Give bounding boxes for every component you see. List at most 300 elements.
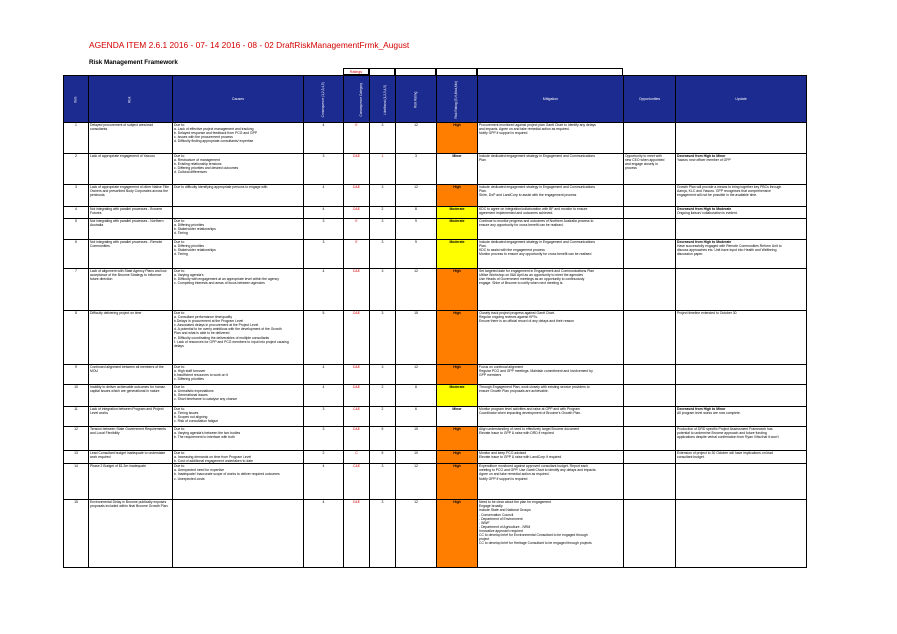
mitigation-cell-line: - WWF [479, 520, 490, 525]
risk-text: Not integrating with parallel processes - Northern Australia [90, 219, 164, 228]
risk-rating-value: 8 [396, 207, 437, 219]
update-cell-line: Production of DRD specific Project Assessment Framework has [677, 427, 773, 431]
consequence-category: D&E [344, 365, 370, 385]
risk-rating-value: 12 [396, 500, 437, 568]
risk-text: Environmental Delay in Broome publically exposes proposals included within final Broome Growth Plan. [90, 500, 169, 509]
causes-cell-line: c. Unexpected costs [174, 476, 205, 481]
risk-rating-level: High [437, 123, 478, 154]
likelihood-value: 3 [370, 185, 396, 207]
mitigation-cell [478, 219, 624, 240]
causes-cell-line: Due to difficulty identifying appropriate persons to engage with [174, 185, 268, 189]
table-row [64, 451, 807, 464]
mitigation-cell [478, 500, 624, 568]
mitigation-cell-line: Expenditure monitored against approved consultant budget. Report each [479, 464, 589, 469]
opportunities-cell [624, 464, 676, 500]
consequence-value: 4 [304, 123, 344, 154]
header-spacer [436, 68, 477, 75]
table-row [64, 269, 807, 311]
risk-description [89, 311, 173, 365]
col-header-consequence: Consequence (1,2,3,4,5) [304, 76, 344, 123]
table-header-row [64, 76, 807, 123]
causes-cell-line: c. Risk of consultation fatigue [174, 419, 219, 424]
risk-description [89, 123, 173, 154]
risk-rating-value: 10 [396, 451, 437, 464]
col-header-risk-rating-level: Risk Rating (E,H,Mod,Min) [437, 76, 478, 123]
update-cell-line: All program level works are now complete. [677, 411, 741, 416]
opportunities-cell [624, 311, 676, 365]
table-row [64, 464, 807, 500]
causes-cell-line: a. Consultant performance time/quality [174, 315, 233, 320]
mitigation-cell [478, 207, 624, 219]
risk-text: Tension between State Government Requirements and Local Flexibility [90, 427, 166, 436]
causes-cell-line: d. Cultural differences [174, 170, 207, 175]
update-cell [676, 240, 807, 269]
causes-cell-line: a. Lack of effective project management and tracking [174, 127, 254, 132]
causes-cell-line: delays [174, 343, 184, 348]
causes-cell-line: b. Difficulty with engagement at an appropriate level within the agency [174, 277, 279, 282]
mitigation-cell [478, 240, 624, 269]
causes-cell-line: Due to: [174, 464, 185, 469]
risk-text: Lack of integration between Program and Project Level works [90, 407, 164, 416]
mitigation-cell-line: Plan [479, 158, 486, 163]
causes-cell-line: c. Short timeframe to catalyse any chance [174, 397, 238, 402]
mitigation-cell-line: Monitor and keep PCG advised [479, 451, 527, 455]
update-cell [676, 185, 807, 207]
likelihood-value: 3 [370, 269, 396, 311]
risk-description [89, 365, 173, 385]
consequence-value: 3 [304, 240, 344, 269]
mitigation-cell-line: Plan. [479, 244, 487, 249]
mitigation-cell-line: Continue to monitor progress and outcomes of Northern Australia process to [479, 219, 594, 223]
likelihood-value: 3 [370, 219, 396, 240]
risk-text: Phase 2 Budget of $1.3m inadequate [90, 464, 146, 469]
table-row [64, 207, 807, 219]
causes-cell-line: a. Varying agenda's between the two bodies [174, 431, 241, 436]
consequence-category: E [344, 123, 370, 154]
causes-cell [173, 365, 304, 385]
update-cell [676, 269, 807, 311]
risk-text: Not integrating with parallel processes - Broome Futures [90, 207, 163, 216]
likelihood-value: 3 [370, 240, 396, 269]
risk-text: Lack of appropriate engagement of other Native Title Owners and prescribed Body Corporates across the peninsula [90, 185, 169, 198]
mitigation-cell-line: Include State and National Groups [479, 508, 531, 513]
item-number: 10 [64, 385, 89, 407]
consequence-category: D&E [344, 427, 370, 451]
header-spacer [477, 68, 623, 75]
table-row [64, 500, 807, 568]
causes-cell-line: d. Timing [174, 231, 188, 236]
consequence-value: 4 [304, 464, 344, 500]
update-cell-line: discussion paper. [677, 252, 704, 257]
risk-rating-value: 3 [396, 154, 437, 185]
item-number: 7 [64, 269, 89, 311]
mitigation-cell [478, 451, 624, 464]
mitigation-cell-line: Engage broadly [479, 504, 503, 509]
risk-description [89, 385, 173, 407]
item-number: 6 [64, 240, 89, 269]
mitigation-cell-line: ensure Growth Plan proposals are achievable. [479, 389, 549, 394]
causes-cell-line: Due to: [174, 451, 185, 455]
table-row [64, 407, 807, 427]
header-spacer [395, 68, 436, 75]
likelihood-value: 2 [370, 407, 396, 427]
mitigation-cell-line: Align understanding of need to effectively target Broome document [479, 427, 580, 431]
risk-rating-level: Moderate [437, 207, 478, 219]
consequence-category: D&E [344, 185, 370, 207]
causes-cell-line: Due to: [174, 269, 185, 273]
opportunities-cell [624, 427, 676, 451]
col-header-update: Update [676, 76, 807, 123]
table-row [64, 385, 807, 407]
risk-rating-value: 12 [396, 185, 437, 207]
consequence-value: 4 [304, 207, 344, 219]
causes-cell-line: d. Difficulty finding appropriate consultants/ expertise [174, 139, 254, 144]
causes-cell [173, 427, 304, 451]
consequence-category: D&E [344, 385, 370, 407]
table-row [64, 311, 807, 365]
mitigation-cell-line: Notify GPP if support is required [479, 476, 528, 481]
col-header-risk: Risk [89, 76, 173, 123]
update-cell-line: Yawuru new officer member of GPP [677, 158, 731, 163]
opportunities-cell-line: and engage closely in [625, 162, 658, 167]
mitigation-cell [478, 154, 624, 185]
update-cell [676, 311, 807, 365]
table-row [64, 219, 807, 240]
agenda-title: AGENDA ITEM 2.6.1 2016 - 07- 14 2016 - 08 - 02 DraftRiskManagementFrmk_August [89, 40, 410, 50]
causes-cell-line: c. Differing priorities and desired outcomes [174, 166, 239, 171]
causes-cell-line: b. Stakeholder relationships [174, 248, 216, 253]
mitigation-cell [478, 427, 624, 451]
risk-rating-value: 12 [396, 123, 437, 154]
mitigation-cell-line: Through Engagement Plan, work closely with existing service providers to [479, 385, 590, 389]
risk-description [89, 154, 173, 185]
causes-cell [173, 464, 304, 500]
risk-rating-level: Moderate [437, 219, 478, 240]
causes-cell-line: c. Associated delays in procurement at the Project Level [174, 323, 259, 328]
causes-cell [173, 311, 304, 365]
item-number: 14 [64, 464, 89, 500]
mitigation-cell-line: Ensure there is an official record of any delays and their reason [479, 319, 574, 324]
col-header-item: Item [64, 76, 89, 123]
causes-cell-line: d. Timing [174, 252, 188, 257]
causes-cell [173, 123, 304, 154]
causes-cell-line: Due to: [174, 123, 185, 127]
causes-cell [173, 219, 304, 240]
opportunities-cell [624, 365, 676, 385]
mitigation-cell-line: Agree on and take remedial action as required. [479, 472, 550, 477]
risk-rating-level: High [437, 427, 478, 451]
opportunities-cell [624, 269, 676, 311]
mitigation-cell-line: GPP members [479, 373, 502, 378]
mitigation-cell-line: KDC to agree on integration/collaboration with BF and monitor to ensure [479, 207, 588, 211]
consequence-value: 4 [304, 365, 344, 385]
likelihood-value: 5 [370, 451, 396, 464]
causes-cell-line: b.Delays in procurement at the Program Level [174, 319, 244, 324]
update-cell-line: Have successfully engaged with Remote Communities Reform Unit to [677, 244, 782, 249]
causes-cell-line: b. Inadequate/ Inaccurate scope of works to deliver required outcomes [174, 472, 280, 477]
update-cell [676, 451, 807, 464]
mitigation-cell [478, 365, 624, 385]
mitigation-cell-line: Use Heads of Government meetings as an opportunity to continuously [479, 277, 585, 282]
mitigation-cell-line: meeting to PCG and GPP. Use Gantt Chart to identify any delays and impacts. [479, 468, 597, 473]
causes-cell-line: a. Timing issues [174, 411, 199, 416]
mitigation-cell-line: KDC to assist with the engagement process [479, 248, 545, 253]
causes-cell-line: a. Unexpected need for expertise [174, 468, 224, 473]
risk-rating-level: High [437, 365, 478, 385]
mitigation-cell-line: - Department of Environment [479, 516, 523, 521]
update-cell [676, 219, 807, 240]
causes-cell-line: e. Difficulty coordinating the deliverables of multiple consultants [174, 335, 270, 340]
mitigation-cell-line: Notify GPP if support is required [479, 131, 528, 136]
risk-text: Delayed procurement of subject area lead consultants [90, 123, 153, 132]
risk-rating-level: Minor [437, 154, 478, 185]
mitigation-cell [478, 464, 624, 500]
mitigation-cell-line: Utilise Workshop on 5&6 April as an opportunity to meet the agencies [479, 273, 583, 278]
risk-description [89, 500, 173, 568]
update-cell [676, 365, 807, 385]
mitigation-cell-line: Closely track project progress against Gantt Chart. [479, 311, 555, 315]
risk-rating-value: 8 [396, 385, 437, 407]
opportunities-cell [624, 123, 676, 154]
consequence-category: D&E [344, 311, 370, 365]
mitigation-cell-line: Include dedicated engagement strategy in Engagement and Communications [479, 154, 595, 158]
consequence-value: 3 [304, 407, 344, 427]
update-cell [676, 500, 807, 568]
risk-text: Difficulty delivering project on time [90, 311, 142, 315]
causes-cell-line: b. Generational issues [174, 393, 208, 398]
risk-description [89, 451, 173, 464]
likelihood-value: 3 [370, 464, 396, 500]
likelihood-value: 2 [370, 207, 396, 219]
mitigation-cell-line: project [479, 537, 490, 542]
risk-rating-value: 12 [396, 269, 437, 311]
causes-cell-line: Plan and what is able to be delivered [174, 331, 230, 336]
update-cell [676, 154, 807, 185]
risk-description [89, 427, 173, 451]
risk-rating-value: 15 [396, 311, 437, 365]
causes-cell-line: Due to: [174, 311, 185, 315]
risk-text: Lead Consultant budget inadequate to understake work required [90, 451, 166, 460]
item-number: 3 [64, 185, 89, 207]
opportunities-cell [624, 500, 676, 568]
likelihood-value: 3 [370, 311, 396, 365]
consequence-category: D&E [344, 269, 370, 311]
consequence-category: C&E [344, 407, 370, 427]
risk-rating-value: 9 [396, 240, 437, 269]
risk-table [63, 75, 807, 568]
mitigation-cell-line: Regular ongoing reviews against KPI's. [479, 315, 538, 320]
mitigation-cell-line: Monitor process to ensure any opportunity for cross benefit can be realised [479, 252, 592, 257]
consequence-value: 4 [304, 500, 344, 568]
mitigation-cell-line: Plan. [479, 189, 487, 194]
item-number: 2 [64, 154, 89, 185]
item-number: 15 [64, 500, 89, 568]
risk-text: Lack of alignment with State Agency Plans and low acceptance of the Broome Strategy to influence future direction [90, 269, 167, 282]
consequence-value: 4 [304, 269, 344, 311]
opportunities-cell-line: process [625, 166, 637, 171]
table-row [64, 123, 807, 154]
update-cell-line: Ongoing liaison/ collaboration is evident. [677, 211, 738, 216]
risk-rating-level: High [437, 500, 478, 568]
consequence-category: D&E [344, 500, 370, 568]
col-header-causes: Causes [173, 76, 304, 123]
consequence-category: E [344, 219, 370, 240]
mitigation-cell [478, 385, 624, 407]
mitigation-cell-line: Elevate issue to GPP & raise with DRD if required [479, 431, 554, 436]
consequence-category: E [344, 240, 370, 269]
causes-cell [173, 154, 304, 185]
causes-cell-line: Due to: [174, 365, 185, 369]
causes-cell [173, 385, 304, 407]
update-cell-line: Project timeline extended to October 30 [677, 311, 737, 315]
consequence-category: C [344, 451, 370, 464]
update-cell-line: engagement will not be possible in the available time. [677, 193, 758, 198]
causes-cell [173, 240, 304, 269]
update-cell [676, 407, 807, 427]
mitigation-cell-line: Need to be clear about the plan for engagement [479, 500, 552, 505]
causes-cell-line: a. Varying agenda's [174, 273, 204, 278]
risk-text: Lack of appropriate engagement of Yawuru [90, 154, 155, 158]
mitigation-cell-line: Set targeted date for engagement in Engagement and Communications Plan [479, 269, 594, 273]
opportunities-cell [624, 154, 676, 185]
causes-cell-line: c. Competing interests and areas of focus between agencies [174, 281, 265, 286]
causes-cell-line: Due to: [174, 219, 185, 223]
table-row [64, 240, 807, 269]
likelihood-value: 1 [370, 154, 396, 185]
likelihood-value: 3 [370, 500, 396, 568]
update-cell [676, 427, 807, 451]
update-cell [676, 385, 807, 407]
item-number: 8 [64, 311, 89, 365]
risk-description [89, 269, 173, 311]
opportunities-cell [624, 407, 676, 427]
col-header-likelihood: Likelihood (1,2,3,4,5) [370, 76, 396, 123]
causes-cell [173, 500, 304, 568]
mitigation-cell-line: - Department of Agriculture - NRM [479, 524, 531, 529]
mitigation-cell-line: Include dedicated engagement strategy in Engagement and Communications [479, 240, 595, 244]
risk-rating-value: 15 [396, 427, 437, 451]
risk-description [89, 240, 173, 269]
opportunities-cell [624, 185, 676, 207]
risk-description [89, 185, 173, 207]
causes-cell-line: Due to: [174, 385, 185, 389]
causes-cell-line: b.Insufficient resources to work on it [174, 373, 229, 378]
mitigation-cell-line: Monitor program level activities and raise at GPP and with Program [479, 407, 580, 411]
risk-rating-level: High [437, 185, 478, 207]
likelihood-value: 3 [370, 365, 396, 385]
risk-rating-value: 9 [396, 219, 437, 240]
causes-cell-line: Due to: [174, 240, 185, 244]
consequence-value: 4 [304, 185, 344, 207]
mitigation-cell [478, 311, 624, 365]
risk-rating-value: 6 [396, 407, 437, 427]
causes-cell [173, 451, 304, 464]
likelihood-value: 2 [370, 385, 396, 407]
update-cell [676, 464, 807, 500]
risk-rating-value: 12 [396, 464, 437, 500]
causes-cell [173, 407, 304, 427]
consequence-category: C&E [344, 464, 370, 500]
causes-cell-line: f. Lack of resources for GPP and PCG members to input into project causing [174, 339, 289, 344]
mitigation-cell [478, 407, 624, 427]
col-header-consequence-category: Consequence Category [344, 76, 370, 123]
causes-cell-line: d. A potential to be overly ambitious with the development of the Growth [174, 327, 282, 332]
causes-cell-line: a. Increasing demands on time from Program Level [174, 455, 252, 460]
item-number: 12 [64, 427, 89, 451]
update-cell-line: Extension of project to 30 October will have implications on lead [677, 451, 773, 455]
risk-rating-level: Minor [437, 407, 478, 427]
update-cell-line: discuss approaches etc. Unit have input into Health and Wellbeing [677, 248, 777, 253]
likelihood-value: 3 [370, 123, 396, 154]
mitigation-cell-line: Focus on continual alignment [479, 365, 524, 369]
update-cell-line: Aarnja, KLC and Yawuru. GPP recognises that comprehensive [677, 189, 771, 194]
causes-cell-line: Due to: [174, 427, 185, 431]
opportunities-cell [624, 219, 676, 240]
mitigation-cell [478, 185, 624, 207]
col-header-risk-rating: Risk Rating [396, 76, 437, 123]
mitigation-cell-line: CC to develop brief for Environmental Consultant to be engaged through [479, 533, 588, 538]
causes-cell [173, 269, 304, 311]
causes-cell-line: c. Issues with the procurement process [174, 135, 233, 140]
risk-description [89, 464, 173, 500]
table-row [64, 154, 807, 185]
opportunities-cell [624, 240, 676, 269]
risk-description [89, 207, 173, 219]
opportunities-cell-line: Opportunity to meet with [625, 154, 662, 158]
item-number: 5 [64, 219, 89, 240]
causes-cell-line: b. Scopes not aligning [174, 415, 208, 420]
mitigation-cell-line: Shire, DoP and LandCorp to assist with the engagement process [479, 193, 577, 198]
causes-cell-line: a. Differing priorities [174, 244, 205, 249]
update-cell-line: Decreased from High to Minor [677, 407, 726, 411]
update-cell [676, 123, 807, 154]
risk-rating-level: High [437, 464, 478, 500]
item-number: 4 [64, 207, 89, 219]
causes-cell-line: Due to: [174, 407, 185, 411]
mitigation-cell-line: Include dedicated engagement strategy in Engagement and Communications [479, 185, 595, 189]
risk-description [89, 219, 173, 240]
update-cell-line: potential to undermine Broome approach and future funding [677, 431, 767, 436]
table-row [64, 365, 807, 385]
risk-text: Continued alignment between all members of the MOU [90, 365, 164, 374]
consequence-category: D&E [344, 207, 370, 219]
mitigation-cell-line: engage. Shire of Broome to notify when next meeting is. [479, 281, 564, 286]
update-cell-line: applications despite verbal confirmation from Ryan Vitta that it won't [677, 435, 779, 440]
risk-rating-level: High [437, 311, 478, 365]
risk-rating-level: High [437, 269, 478, 311]
item-number: 9 [64, 365, 89, 385]
consequence-value: 5 [304, 311, 344, 365]
update-cell-line: consultant budget. [677, 455, 705, 460]
framework-title: Risk Management Framework [89, 59, 178, 66]
table-row [64, 427, 807, 451]
risk-rating-level: Moderate [437, 240, 478, 269]
causes-cell-line: a. Unrealistic expectations [174, 389, 214, 394]
update-cell-line: Decreased from High to Moderate [677, 240, 732, 244]
risk-text: Not integrating with parallel processes - Remote Communities [90, 240, 163, 249]
causes-cell [173, 207, 304, 219]
consequence-value: 2 [304, 451, 344, 464]
consequence-value: 3 [304, 154, 344, 185]
risk-rating-value: 12 [396, 365, 437, 385]
mitigation-cell-line: Regular PCG and GPP meetings. Maintain commitment and involvement by [479, 369, 593, 374]
consequence-value: 4 [304, 385, 344, 407]
mitigation-cell-line: Procurement monitored against project plan Gantt Chart to identify any delays [479, 123, 596, 127]
mitigation-cell [478, 123, 624, 154]
mitigation-cell-line: ensure any opportunity for cross benefit can be realised. [479, 223, 564, 228]
likelihood-value: 5 [370, 427, 396, 451]
item-number: 13 [64, 451, 89, 464]
